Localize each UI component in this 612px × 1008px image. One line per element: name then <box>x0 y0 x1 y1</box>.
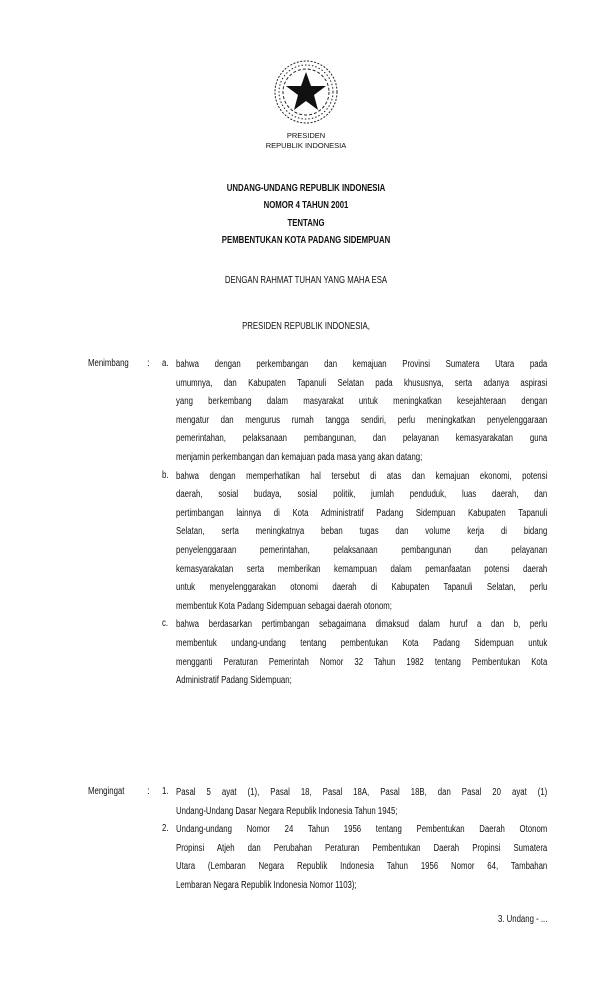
letterhead-presiden: PRESIDEN <box>286 131 326 140</box>
item-text-line: Lembaran Negara Republik Indonesia Nomor 1103); <box>176 879 357 891</box>
item-text-line: Pasal 5 ayat (1), Pasal 18, Pasal 18A, Pasal 18B, dan Pasal 20 ayat (1) <box>176 787 548 798</box>
item-text-line: penyelenggaraan pemerintahan, pelaksanaan pembangunan dan pelayanan <box>176 544 548 556</box>
item-text-line: yang berkembang dalam masyarakat untuk meningkatkan kesejahteraan dengan <box>176 396 548 408</box>
section-label: Mengingat <box>88 786 125 797</box>
title-line: UNDANG-UNDANG REPUBLIK INDONESIA <box>226 183 386 194</box>
title-line: PEMBENTUKAN KOTA PADANG SIDEMPUAN <box>221 235 391 246</box>
continuation-marker: 3. Undang - ... <box>497 914 547 925</box>
item-text-line: mengganti Peraturan Pemerintah Nomor 32 Tahun 1982 tentang Pembentukan Kota <box>176 656 548 668</box>
item-text-line: bahwa dengan perkembangan dan kemajuan Provinsi Sumatera Utara pada <box>176 359 548 370</box>
item-number: a. <box>162 358 169 369</box>
letterhead-republik: REPUBLIK INDONESIA <box>265 141 347 150</box>
item-text-line: Undang-Undang Dasar Negara Republik Indonesia Tahun 1945; <box>176 805 398 817</box>
item-text-line: kemasyarakatan serta memberikan kemampuan dalam pemanfaatan potensi daerah <box>176 563 548 575</box>
item-text-line: menjamin perkembangan dan kemajuan pada masa yang akan datang; <box>176 452 423 463</box>
item-text-line: Utara (Lembaran Negara Republik Indonesia Tahun 1956 Nomor 64, Tambahan <box>176 861 548 873</box>
item-text-line: Undang-undang Nomor 24 Tahun 1956 tentang Pembentukan Daerah Otonom <box>176 824 548 836</box>
item-text-line: membentuk undang-undang tentang pembentukan Kota Padang Sidempuan untuk <box>176 637 548 649</box>
section-label: Menimbang <box>88 358 129 369</box>
preamble-president: PRESIDEN REPUBLIK INDONESIA, <box>242 321 370 332</box>
item-text-line: mengatur dan mengurus rumah tangga sendiri, perlu meningkatkan penyelenggaraan <box>176 414 548 426</box>
item-text-line: Propinsi Atjeh dan Perubahan Peraturan Pembentukan Daerah Propinsi Sumatera <box>176 842 548 854</box>
item-text-line: pemerintahan, pelaksanaan pembangunan, dan pelayanan kemasyarakatan guna <box>176 433 548 445</box>
item-number: 2. <box>162 823 169 835</box>
preamble-grace: DENGAN RAHMAT TUHAN YANG MAHA ESA <box>224 275 388 286</box>
section-colon: : <box>147 358 150 369</box>
item-text-line: bahwa berdasarkan pertimbangan sebagaimana dimaksud dalam huruf a dan b, perlu <box>176 619 548 631</box>
title-line: TENTANG <box>287 218 325 229</box>
item-text-line: Selatan, serta meningkatnya beban tugas dan volume kerja di bidang <box>176 526 548 538</box>
garuda-star-emblem-icon <box>271 56 341 128</box>
section-colon: : <box>147 786 150 797</box>
item-text-line: membentuk Kota Padang Sidempuan sebagai daerah otonom; <box>176 600 392 612</box>
item-text-line: umumnya, dan Kabupaten Tapanuli Selatan pada khususnya, serta adanya aspirasi <box>176 377 548 389</box>
item-text-line: daerah, sosial budaya, sosial politik, jumlah penduduk, luas daerah, dan <box>176 489 548 501</box>
item-number: 1. <box>162 786 169 797</box>
item-number: c. <box>162 618 169 630</box>
item-text-line: Administratif Padang Sidempuan; <box>176 675 292 687</box>
item-text-line: pertimbangan lainnya di Kota Administratif Padang Sidempuan Kabupaten Tapanuli <box>176 507 548 519</box>
title-line: NOMOR 4 TAHUN 2001 <box>263 200 349 211</box>
item-text-line: untuk menyelenggarakan otonomi daerah di Kabupaten Tapanuli Selatan, perlu <box>176 582 548 594</box>
item-number: b. <box>162 469 169 481</box>
item-text-line: bahwa dengan memperhatikan hal tersebut di atas dan kemajuan ekonomi, potensi <box>176 470 548 482</box>
